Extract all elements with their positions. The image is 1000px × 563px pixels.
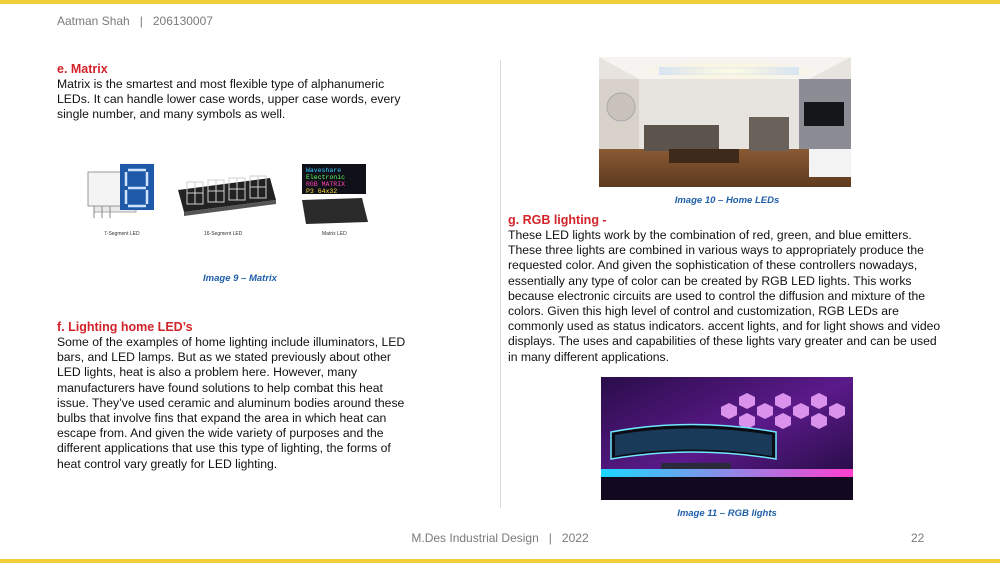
matrix-led-label: Matrix LED — [322, 231, 347, 237]
matrix-screen-line-2: Electronic — [306, 174, 346, 181]
footer-separator: | — [548, 531, 552, 545]
matrix-led — [302, 164, 368, 224]
home-leds-image — [599, 57, 851, 187]
matrix-screen-line-3: RGB MATRIX — [306, 181, 346, 188]
seven-segment-led — [88, 164, 154, 218]
header-separator: | — [139, 14, 143, 28]
matrix-screen-line-1: Waveshare — [306, 167, 342, 174]
rgb-paragraph: These LED lights work by the combination of red, green, and blue emitters. These three lights are combined in various ways to appropriately produce the requested color. And given the sophistication of these controllers nowadays, essentially any type of color can be created by RGB LED lights. This works because electronic circuits are used to control the diffusion and mixture of the colors. Given this high level of control and customization, RGB LEDs are commonly used as status indicators. accent lights, and for light shows and video displays. The uses and capabilities of these lights vary greater and can be used in many different applications. — [508, 228, 941, 364]
rgb-lights-image — [601, 377, 853, 500]
author-name: Aatman Shah — [57, 14, 130, 28]
student-id: 206130007 — [152, 14, 213, 28]
top-accent-bar — [0, 0, 1000, 4]
image-11-caption: Image 11 – RGB lights — [677, 508, 777, 519]
lighting-heading: f. Lighting home LED’s — [57, 320, 193, 334]
page-footer — [0, 531, 1000, 545]
sixteen-segment-label: 16-Segment LED — [204, 231, 243, 237]
page-header — [57, 14, 213, 28]
image-10-caption: Image 10 – Home LEDs — [674, 195, 780, 206]
page-number: 22 — [911, 531, 925, 545]
lighting-paragraph: Some of the examples of home lighting include illuminators, LED bars, and LED lamps. But as we stated previously about other LED lights, heat is also a problem here. However, many manufacturers have found solutions to help combat this heat issue. They’ve used ceramic and aluminum bodies around these bulbs that involve fins that expand the area in which heat can escape from. And given the wide variety of purposes and the different applications that use this type of lighting, the forms of heat control vary greatly for LED lighting. — [57, 335, 406, 471]
matrix-screen-line-4: P3 64x32 — [306, 188, 338, 195]
matrix-heading: e. Matrix — [57, 62, 108, 76]
matrix-paragraph: Matrix is the smartest and most flexible type of alphanumeric LEDs. It can handle lower case words, upper case words, every single number, and many symbols as well. — [57, 77, 401, 122]
bottom-accent-bar — [0, 559, 1000, 563]
seven-segment-label: 7-Segment LED — [104, 231, 140, 237]
footer-year: 2022 — [561, 531, 589, 545]
program-name: M.Des Industrial Design — [411, 531, 539, 545]
image-9-caption: Image 9 – Matrix — [203, 273, 277, 284]
sixteen-segment-led — [178, 176, 276, 216]
matrix-led-image — [80, 160, 380, 240]
rgb-heading: g. RGB lighting - — [508, 213, 607, 227]
column-divider — [500, 60, 501, 508]
